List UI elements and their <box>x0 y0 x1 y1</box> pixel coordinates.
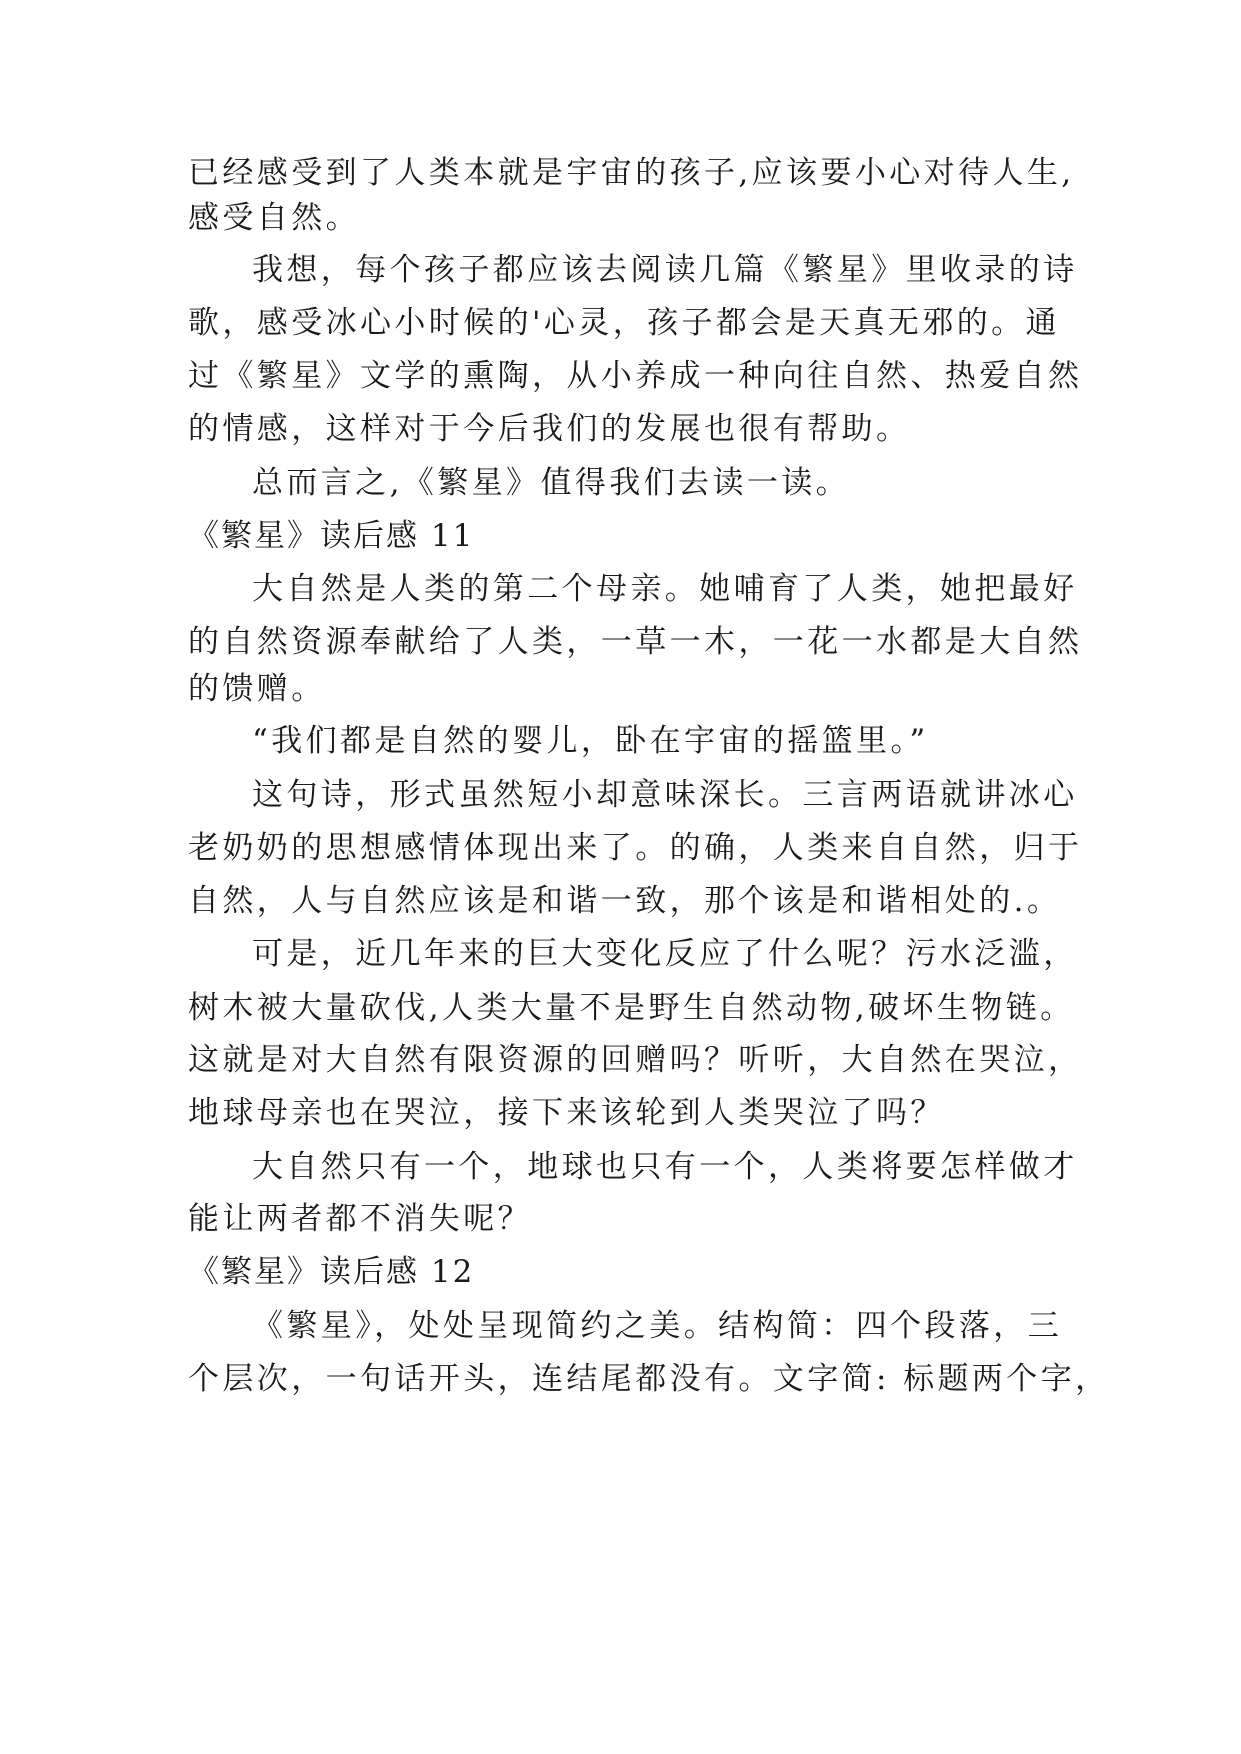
text-line: “我们都是自然的婴儿，卧在宇宙的摇篮里。” <box>252 723 929 759</box>
text-line: 可是，近几年来的巨大变化反应了什么呢？污水泛滥， <box>252 936 1078 972</box>
text-line: 的情感，这样对于今后我们的发展也很有帮助。 <box>188 411 911 447</box>
text-line: 已经感受到了人类本就是宇宙的孩子,应该要小心对待人生, <box>188 155 1075 191</box>
text-line: 歌，感受冰心小时候的'心灵，孩子都会是天真无邪的。通 <box>188 305 1060 341</box>
text-line: 大自然是人类的第二个母亲。她哺育了人类，她把最好 <box>252 571 1078 607</box>
text-line: 这就是对大自然有限资源的回赠吗？听听，大自然在哭泣， <box>188 1042 1083 1078</box>
text-line: 老奶奶的思想感情体现出来了。的确，人类来自自然，归于 <box>188 830 1083 866</box>
section-heading: 《繁星》读后感 11 <box>188 518 475 554</box>
text-line: 大自然只有一个，地球也只有一个，人类将要怎样做才 <box>252 1149 1078 1185</box>
text-line: 地球母亲也在哭泣，接下来该轮到人类哭泣了吗？ <box>188 1095 945 1131</box>
text-line: 总而言之,《繁星》值得我们去读一读。 <box>252 465 851 501</box>
text-line: 《繁星》，处处呈现简约之美。结构简：四个段落，三 <box>252 1308 1063 1344</box>
text-line: 的自然资源奉献给了人类，一草一木，一花一水都是大自然 <box>188 624 1083 660</box>
text-line: 个层次，一句话开头，连结尾都没有。文字简: 标题两个字， <box>188 1361 1110 1397</box>
section-heading: 《繁星》读后感 12 <box>188 1254 475 1290</box>
text-line: 我想，每个孩子都应该去阅读几篇《繁星》里收录的诗 <box>252 252 1078 288</box>
text-line: 过《繁星》文学的熏陶，从小养成一种向往自然、热爱自然 <box>188 358 1083 394</box>
text-line: 树木被大量砍伐,人类大量不是野生自然动物,破坏生物链。 <box>188 990 1075 1026</box>
text-line: 感受自然。 <box>188 200 360 236</box>
text-line: 的馈赠。 <box>188 671 326 707</box>
text-line: 这句诗，形式虽然短小却意味深长。三言两语就讲冰心 <box>252 777 1078 813</box>
text-line: 能让两者都不消失呢？ <box>188 1201 532 1237</box>
text-line: 自然，人与自然应该是和谐一致，那个该是和谐相处的.。 <box>188 883 1062 919</box>
